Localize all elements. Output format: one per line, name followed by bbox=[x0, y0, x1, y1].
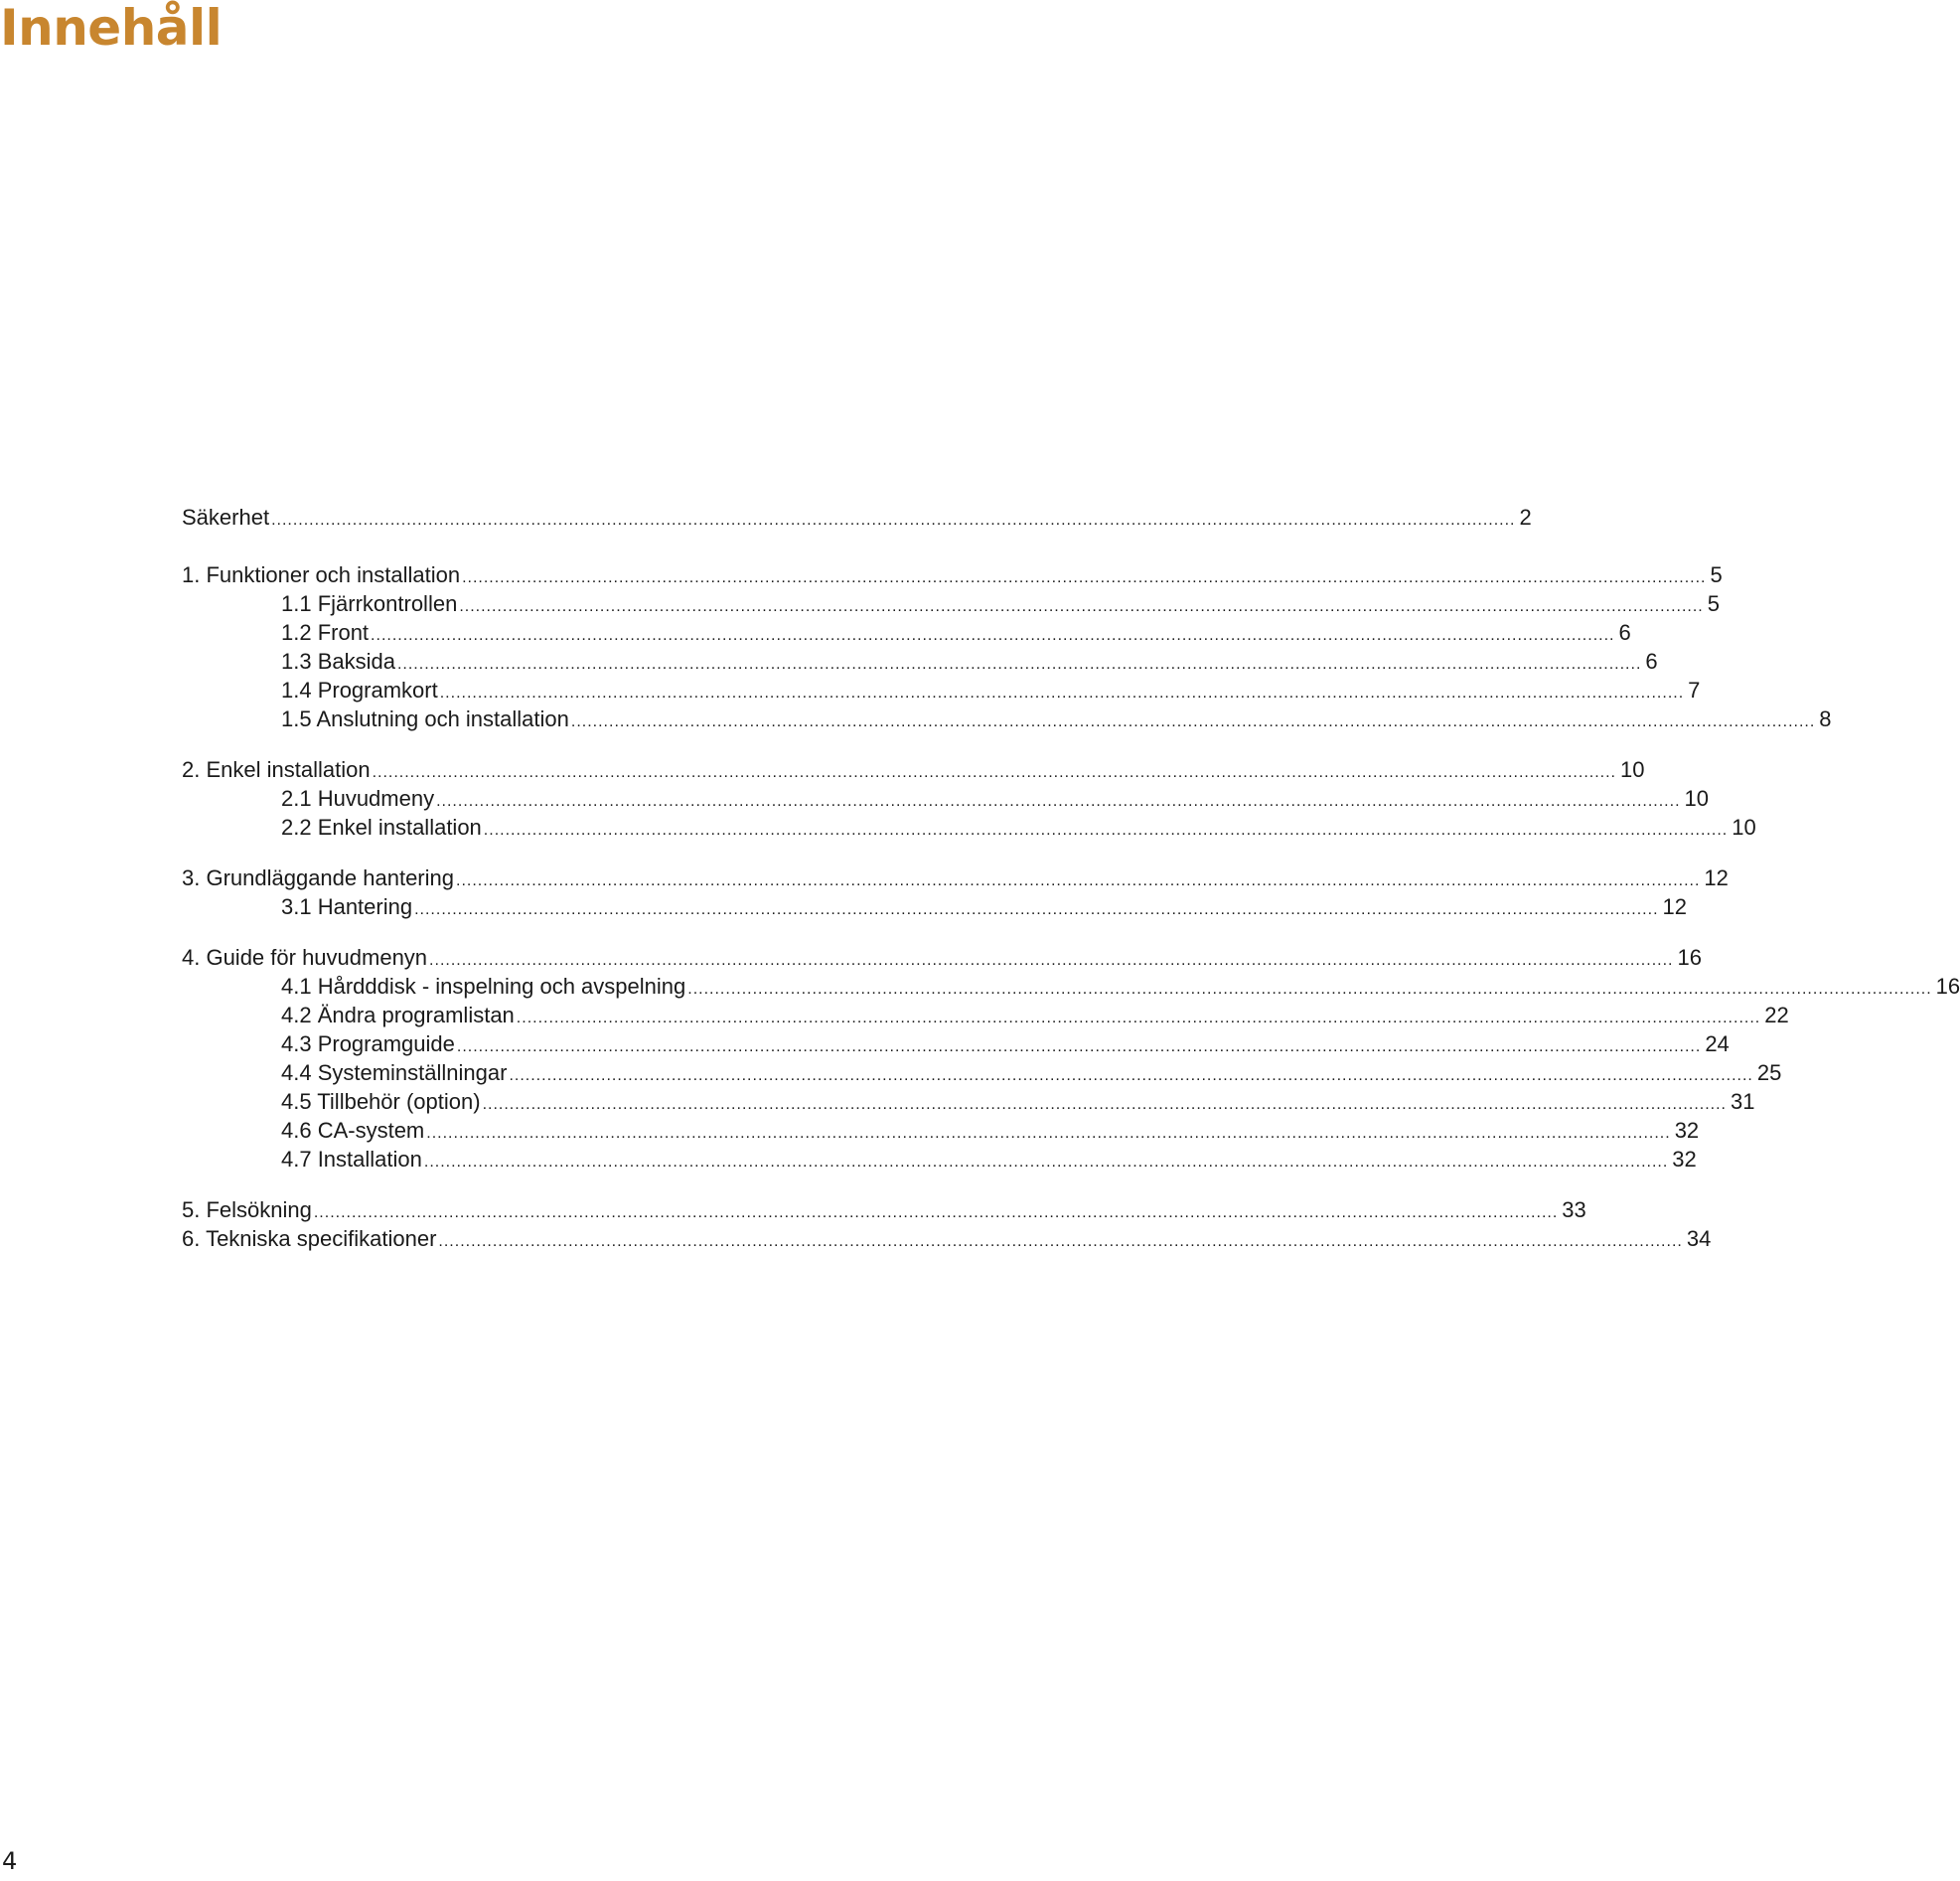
toc-entry-page: 22 bbox=[1764, 1003, 1789, 1027]
toc-entry-page: 5 bbox=[1710, 562, 1723, 587]
toc-entry-label: 3. Grundläggande hantering bbox=[182, 865, 454, 890]
toc-entry-label: 5. Felsökning bbox=[182, 1197, 312, 1222]
toc-entry-label: 2. Enkel installation bbox=[182, 757, 371, 782]
toc-entry-label: 1.2 Front bbox=[281, 620, 370, 645]
toc-entry-page: 32 bbox=[1672, 1147, 1697, 1172]
toc-entry-section-1-4[interactable] bbox=[281, 676, 1701, 705]
toc-entry-page: 31 bbox=[1730, 1089, 1755, 1114]
toc-entry-page: 7 bbox=[1688, 678, 1701, 703]
toc-entry-section-1-2[interactable] bbox=[281, 618, 1631, 648]
toc-entry-label: Säkerhet bbox=[182, 505, 270, 530]
toc-entry-page: 12 bbox=[1704, 865, 1729, 890]
toc-entry-section-1-5[interactable] bbox=[281, 705, 1832, 734]
toc-entry-page: 6 bbox=[1618, 620, 1631, 645]
toc-leader-dots bbox=[271, 506, 1515, 536]
toc-entry-label: 1.5 Anslutning och installation bbox=[281, 706, 569, 731]
toc-entry-chapter-4[interactable] bbox=[182, 943, 1702, 973]
toc-entry-page: 25 bbox=[1756, 1060, 1782, 1085]
toc-leader-dots bbox=[438, 1227, 1682, 1257]
toc-entry-label: 2.2 Enkel installation bbox=[281, 815, 482, 840]
toc-entry-chapter-3[interactable] bbox=[182, 863, 1729, 893]
toc-entry-label: 1.3 Baksida bbox=[281, 649, 395, 674]
toc-leader-dots bbox=[414, 895, 1658, 925]
toc-entry-chapter-5[interactable] bbox=[182, 1195, 1586, 1225]
toc-entry-section-1-1[interactable] bbox=[281, 589, 1720, 619]
toc-entry-page: 16 bbox=[1677, 945, 1702, 970]
toc-entry-page: 34 bbox=[1686, 1226, 1712, 1251]
toc-entry-page: 16 bbox=[1935, 974, 1960, 999]
toc-entry-page: 8 bbox=[1819, 706, 1832, 731]
toc-leader-dots bbox=[484, 816, 1728, 846]
toc-entry-label: 6. Tekniska specifikationer bbox=[182, 1226, 437, 1251]
toc-leader-dots bbox=[571, 707, 1815, 737]
page-number: 4 bbox=[2, 1847, 18, 1875]
toc-leader-dots bbox=[424, 1148, 1668, 1177]
toc-entry-chapter-1[interactable] bbox=[182, 560, 1723, 590]
toc-entry-section-2-2[interactable] bbox=[281, 813, 1756, 843]
toc-entry-page: 33 bbox=[1562, 1197, 1586, 1222]
toc-entry-label: 4.7 Installation bbox=[281, 1147, 422, 1172]
toc-entry-page: 6 bbox=[1645, 649, 1658, 674]
toc-entry-label: 4.3 Programguide bbox=[281, 1031, 455, 1056]
toc-entry-label: 1. Funktioner och installation bbox=[182, 562, 461, 587]
toc-entry-page: 12 bbox=[1662, 894, 1687, 919]
toc-entry-chapter-2[interactable] bbox=[182, 755, 1645, 785]
toc-entry-page: 10 bbox=[1619, 757, 1645, 782]
toc-entry-label: 3.1 Hantering bbox=[281, 894, 413, 919]
toc-entry-page: 10 bbox=[1684, 786, 1709, 811]
toc-entry-section-3-1[interactable] bbox=[281, 892, 1687, 922]
toc-entry-section-4-5[interactable] bbox=[281, 1087, 1755, 1117]
toc-entry-label: 4.6 CA-system bbox=[281, 1118, 425, 1143]
toc-entry-section-4-1[interactable] bbox=[281, 972, 1960, 1002]
toc-entry-label: 4.2 Ändra programlistan bbox=[281, 1003, 515, 1027]
toc-entry-label: 1.1 Fjärrkontrollen bbox=[281, 591, 458, 616]
toc-entry-section-4-3[interactable] bbox=[281, 1029, 1730, 1059]
toc-entry-page: 32 bbox=[1674, 1118, 1700, 1143]
toc-entry-security[interactable] bbox=[182, 503, 1532, 533]
toc-entry-label: 2.1 Huvudmeny bbox=[281, 786, 435, 811]
toc-entry-section-2-1[interactable] bbox=[281, 784, 1709, 814]
toc-entry-page: 10 bbox=[1732, 815, 1756, 840]
toc-entry-section-4-7[interactable] bbox=[281, 1145, 1697, 1175]
toc-entry-section-4-2[interactable] bbox=[281, 1001, 1789, 1030]
toc-entry-label: 4.1 Hårdddisk - inspelning och avspelning bbox=[281, 974, 686, 999]
toc-entry-label: 4.5 Tillbehör (option) bbox=[281, 1089, 481, 1114]
toc-entry-section-1-3[interactable] bbox=[281, 647, 1658, 677]
toc-entry-page: 5 bbox=[1707, 591, 1720, 616]
toc-entry-chapter-6[interactable] bbox=[182, 1224, 1712, 1254]
toc-entry-section-4-4[interactable] bbox=[281, 1058, 1782, 1088]
toc-entry-section-4-6[interactable] bbox=[281, 1116, 1700, 1146]
toc-entry-label: 4.4 Systeminställningar bbox=[281, 1060, 508, 1085]
page-title: Innehåll bbox=[0, 0, 223, 57]
toc-entry-label: 1.4 Programkort bbox=[281, 678, 438, 703]
toc-entry-page: 24 bbox=[1705, 1031, 1730, 1056]
toc-entry-page: 2 bbox=[1519, 505, 1532, 530]
toc-entry-label: 4. Guide för huvudmenyn bbox=[182, 945, 428, 970]
